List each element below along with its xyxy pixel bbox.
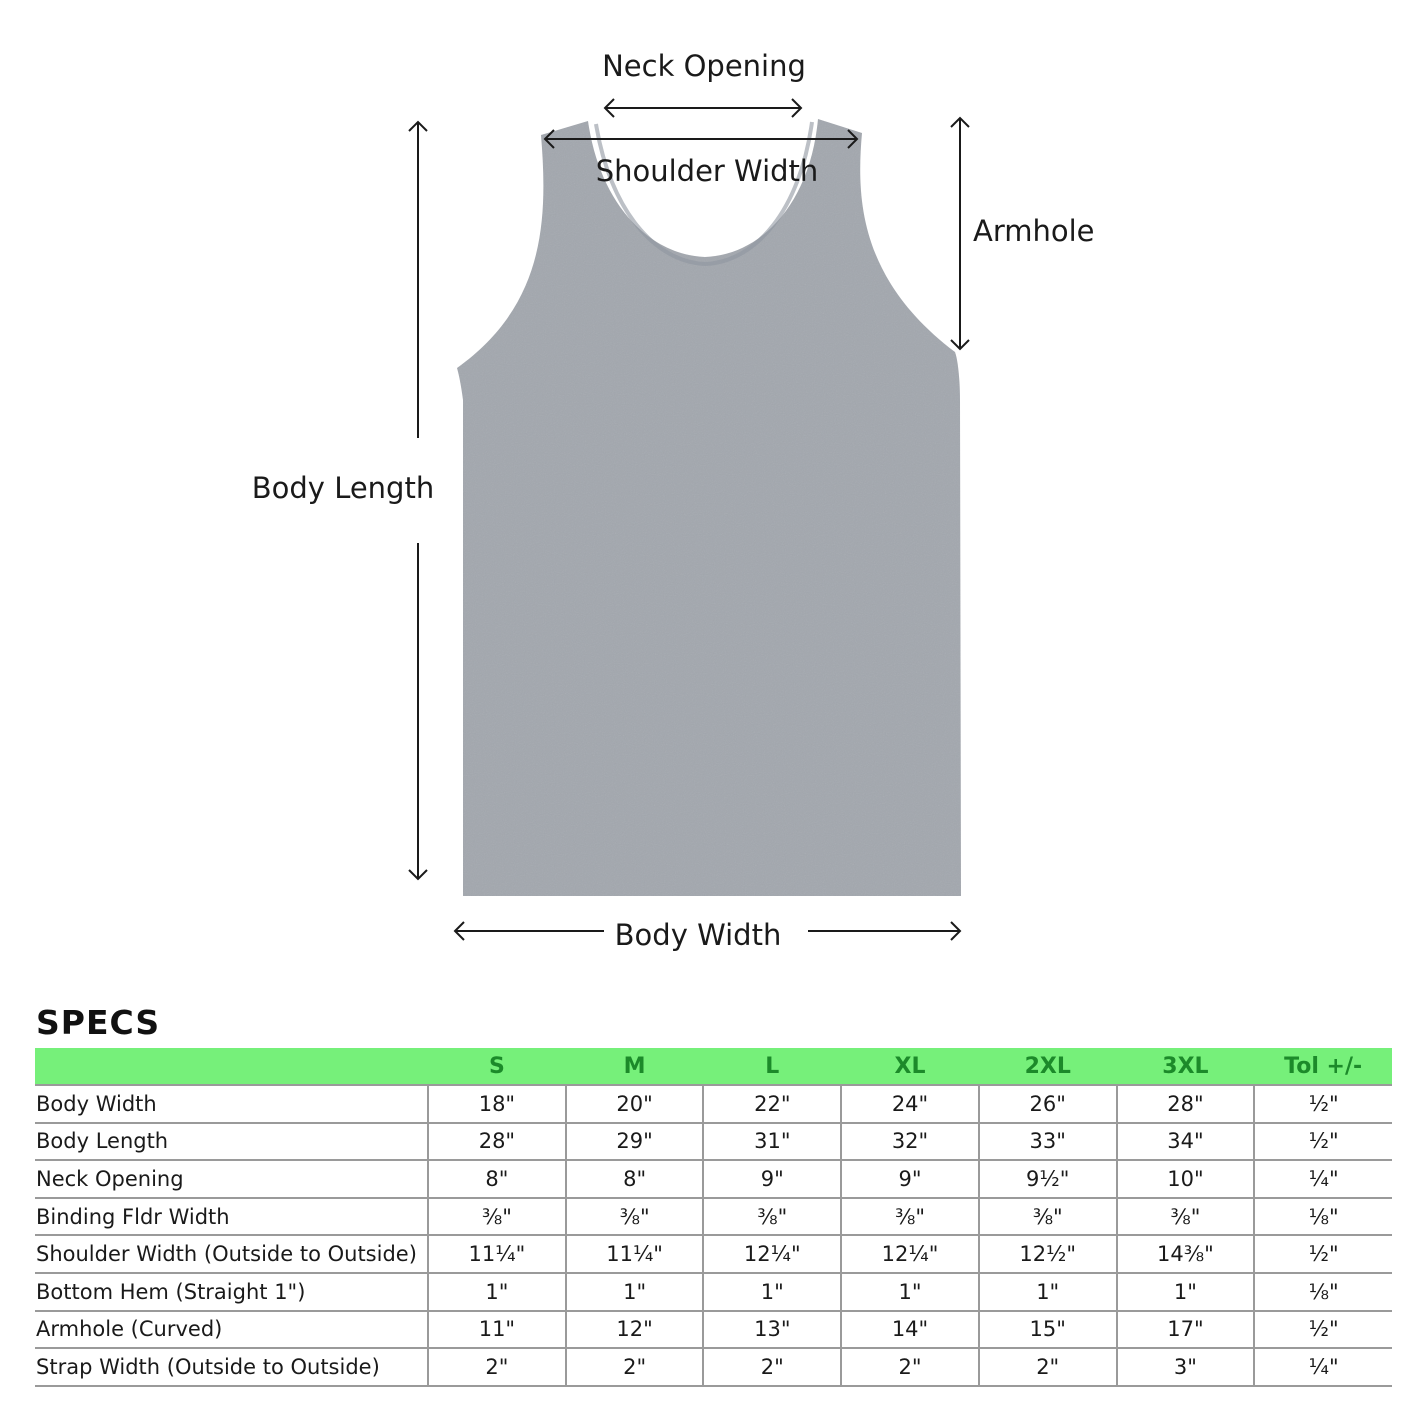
table-cell: 12¼" <box>841 1235 979 1273</box>
table-cell: ⅜" <box>703 1198 841 1236</box>
table-row <box>35 1198 1392 1236</box>
column-header-s: S <box>428 1048 566 1085</box>
table-cell: 28" <box>1117 1085 1255 1123</box>
table-cell: 26" <box>979 1085 1117 1123</box>
table-cell: 8" <box>566 1160 704 1198</box>
table-cell: 15" <box>979 1311 1117 1349</box>
column-header-m: M <box>566 1048 704 1085</box>
table-row <box>35 1235 1392 1273</box>
column-header-2xl: 2XL <box>979 1048 1117 1085</box>
table-cell: 17" <box>1117 1311 1255 1349</box>
table-cell: ⅜" <box>1117 1198 1255 1236</box>
table-cell: 2" <box>841 1348 979 1386</box>
table-cell: 13" <box>703 1311 841 1349</box>
row-label: Neck Opening <box>35 1160 428 1198</box>
table-cell: 33" <box>979 1123 1117 1161</box>
column-header-tolerance: Tol +/- <box>1254 1048 1392 1085</box>
tank-top-garment <box>457 119 961 896</box>
table-cell: 12" <box>566 1311 704 1349</box>
shoulder-width-label: Shoulder Width <box>595 154 819 188</box>
table-cell: 2" <box>428 1348 566 1386</box>
neck-opening-arrow <box>605 99 801 117</box>
table-cell: 34" <box>1117 1123 1255 1161</box>
table-cell: ½" <box>1254 1085 1392 1123</box>
table-cell: ⅛" <box>1254 1273 1392 1311</box>
table-cell: 2" <box>566 1348 704 1386</box>
neck-opening-label: Neck Opening <box>602 49 806 83</box>
table-cell: 2" <box>703 1348 841 1386</box>
column-header-blank <box>35 1048 428 1085</box>
table-cell: 3" <box>1117 1348 1255 1386</box>
column-header-xl: XL <box>841 1048 979 1085</box>
table-cell: 1" <box>1117 1273 1255 1311</box>
row-label: Strap Width (Outside to Outside) <box>35 1348 428 1386</box>
table-cell: 1" <box>979 1273 1117 1311</box>
column-header-l: L <box>703 1048 841 1085</box>
row-label: Body Length <box>35 1123 428 1161</box>
table-row <box>35 1085 1392 1123</box>
table-cell: 9" <box>703 1160 841 1198</box>
table-cell: 1" <box>703 1273 841 1311</box>
table-cell: 1" <box>841 1273 979 1311</box>
table-cell: ½" <box>1254 1235 1392 1273</box>
table-cell: ½" <box>1254 1123 1392 1161</box>
table-cell: 31" <box>703 1123 841 1161</box>
table-row <box>35 1311 1392 1349</box>
table-cell: 12¼" <box>703 1235 841 1273</box>
table-cell: 11¼" <box>566 1235 704 1273</box>
specs-table <box>35 1048 1392 1387</box>
table-cell: 28" <box>428 1123 566 1161</box>
table-cell: 12½" <box>979 1235 1117 1273</box>
table-row <box>35 1160 1392 1198</box>
specs-header-row <box>35 1048 1392 1085</box>
table-cell: 29" <box>566 1123 704 1161</box>
table-cell: ⅜" <box>979 1198 1117 1236</box>
column-header-3xl: 3XL <box>1117 1048 1255 1085</box>
row-label: Bottom Hem (Straight 1") <box>35 1273 428 1311</box>
table-cell: 11" <box>428 1311 566 1349</box>
table-cell: ¼" <box>1254 1348 1392 1386</box>
table-cell: 22" <box>703 1085 841 1123</box>
table-cell: 14⅜" <box>1117 1235 1255 1273</box>
specs-title: SPECS <box>36 1003 161 1042</box>
table-cell: 11¼" <box>428 1235 566 1273</box>
table-cell: 8" <box>428 1160 566 1198</box>
table-cell: 24" <box>841 1085 979 1123</box>
row-label: Shoulder Width (Outside to Outside) <box>35 1235 428 1273</box>
table-row <box>35 1273 1392 1311</box>
row-label: Body Width <box>35 1085 428 1123</box>
body-length-label: Body Length <box>251 471 435 505</box>
table-cell: 1" <box>566 1273 704 1311</box>
table-cell: ¼" <box>1254 1160 1392 1198</box>
table-cell: 14" <box>841 1311 979 1349</box>
body-width-label: Body Width <box>614 918 782 952</box>
table-cell: 9" <box>841 1160 979 1198</box>
row-label: Armhole (Curved) <box>35 1311 428 1349</box>
table-cell: 20" <box>566 1085 704 1123</box>
table-cell: ⅛" <box>1254 1198 1392 1236</box>
armhole-label: Armhole <box>973 214 1095 248</box>
table-cell: 32" <box>841 1123 979 1161</box>
table-row <box>35 1123 1392 1161</box>
table-cell: ⅜" <box>566 1198 704 1236</box>
table-cell: 10" <box>1117 1160 1255 1198</box>
table-cell: 9½" <box>979 1160 1117 1198</box>
table-cell: ½" <box>1254 1311 1392 1349</box>
row-label: Binding Fldr Width <box>35 1198 428 1236</box>
table-cell: 18" <box>428 1085 566 1123</box>
armhole-arrow <box>951 118 969 349</box>
table-cell: ⅜" <box>428 1198 566 1236</box>
table-cell: 2" <box>979 1348 1117 1386</box>
table-row <box>35 1348 1392 1386</box>
table-cell: ⅜" <box>841 1198 979 1236</box>
table-cell: 1" <box>428 1273 566 1311</box>
